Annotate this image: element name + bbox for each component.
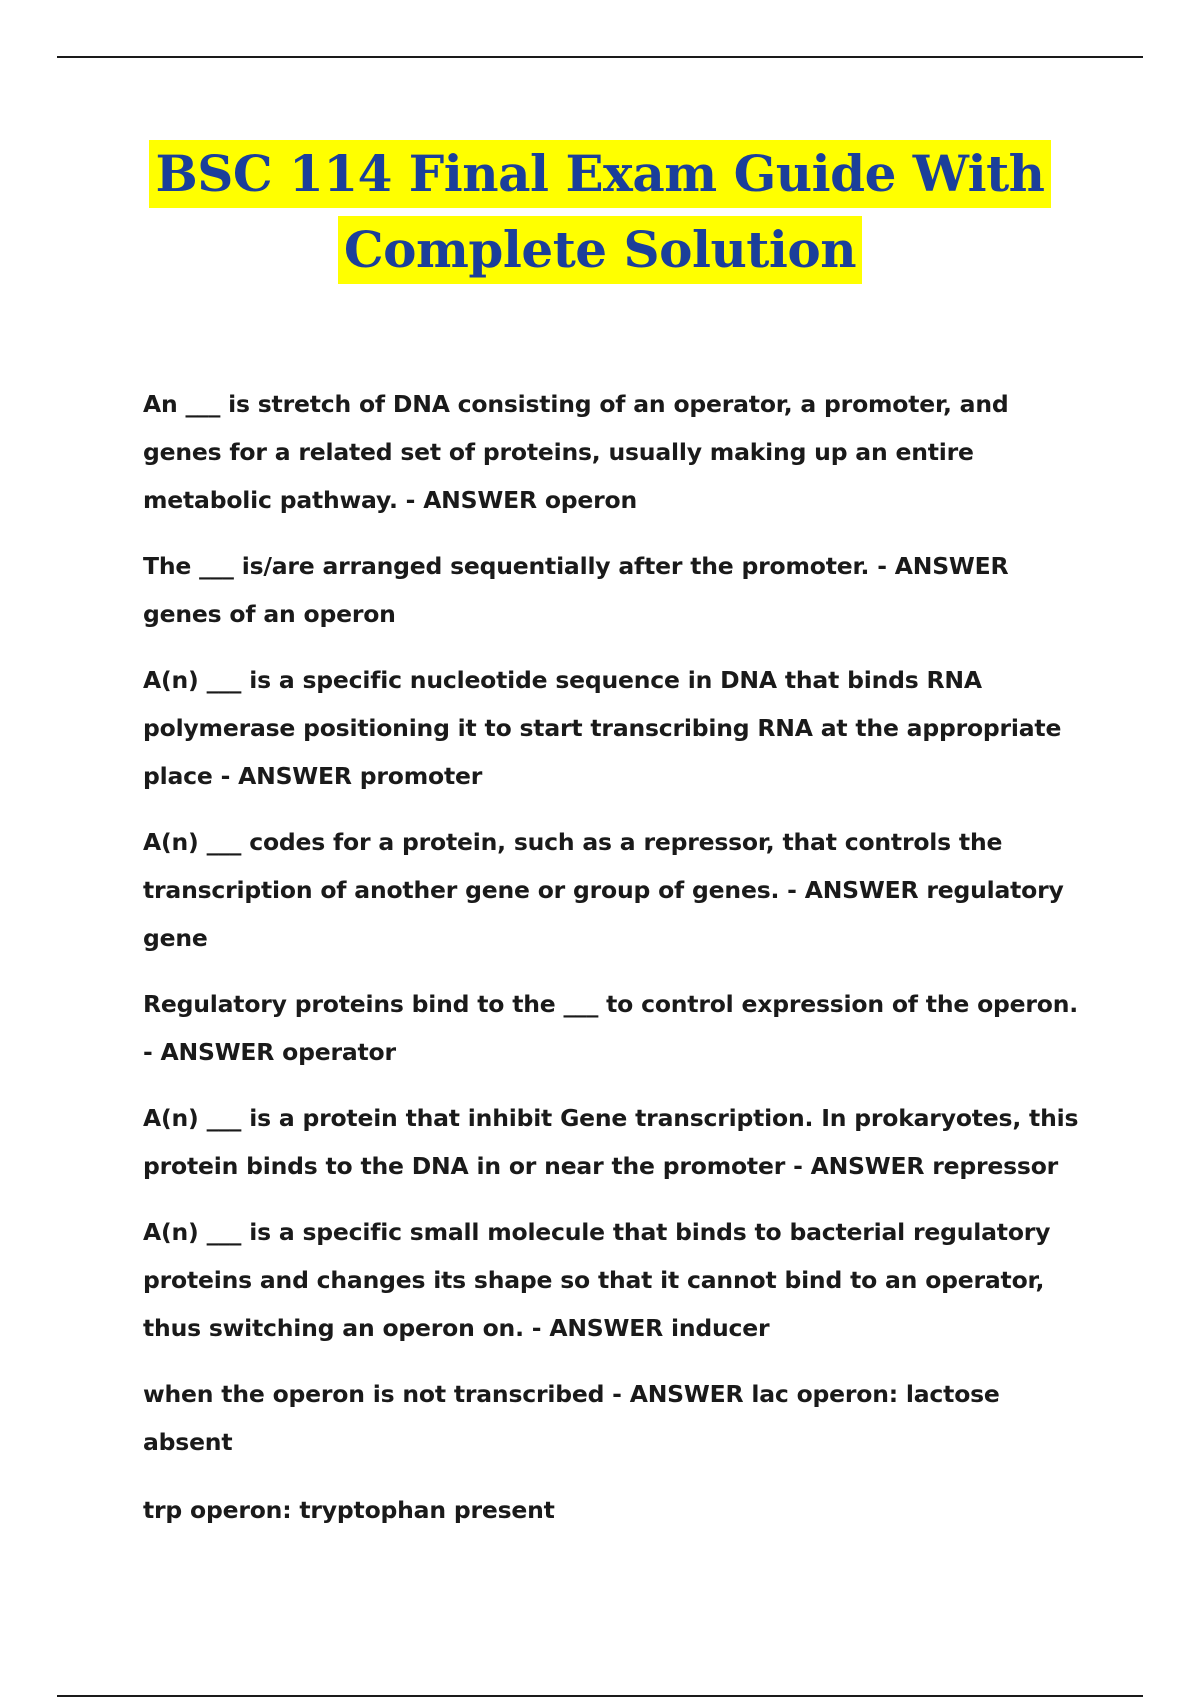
title-line-2: Complete Solution bbox=[338, 216, 862, 284]
qa-item: trp operon: tryptophan present bbox=[143, 1496, 555, 1524]
qa-item: A(n) ___ is a protein that inhibit Gene transcription. In prokaryotes, this protein binds to the DNA in or near the promoter - ANSWER repressor bbox=[143, 1104, 1079, 1180]
qa-item: The ___ is/are arranged sequentially after the promoter. - ANSWER genes of an operon bbox=[143, 552, 1009, 628]
qa-item: An ___ is stretch of DNA consisting of an operator, a promoter, and genes for a related set of proteins, usually making up an entire metabolic pathway. - ANSWER operon bbox=[143, 390, 1009, 514]
bottom-divider bbox=[57, 1695, 1143, 1697]
qa-item: A(n) ___ codes for a protein, such as a repressor, that controls the transcription of another gene or group of genes. - ANSWER regulatory gene bbox=[143, 828, 1064, 952]
question-answer-list bbox=[143, 380, 1093, 1552]
qa-item: Regulatory proteins bind to the ___ to control expression of the operon. - ANSWER operator bbox=[143, 990, 1078, 1066]
title-line-1: BSC 114 Final Exam Guide With bbox=[149, 140, 1050, 208]
qa-item: A(n) ___ is a specific small molecule that binds to bacterial regulatory proteins and changes its shape so that it cannot bind to an operator, thus switching an operon on. - ANSWER inducer bbox=[143, 1218, 1051, 1342]
qa-item: A(n) ___ is a specific nucleotide sequence in DNA that binds RNA polymerase positioning it to start transcribing RNA at the appropriate place - ANSWER promoter bbox=[143, 666, 1062, 790]
document-title bbox=[0, 140, 1200, 292]
top-divider bbox=[57, 56, 1143, 58]
qa-item: when the operon is not transcribed - ANSWER lac operon: lactose absent bbox=[143, 1380, 1000, 1456]
